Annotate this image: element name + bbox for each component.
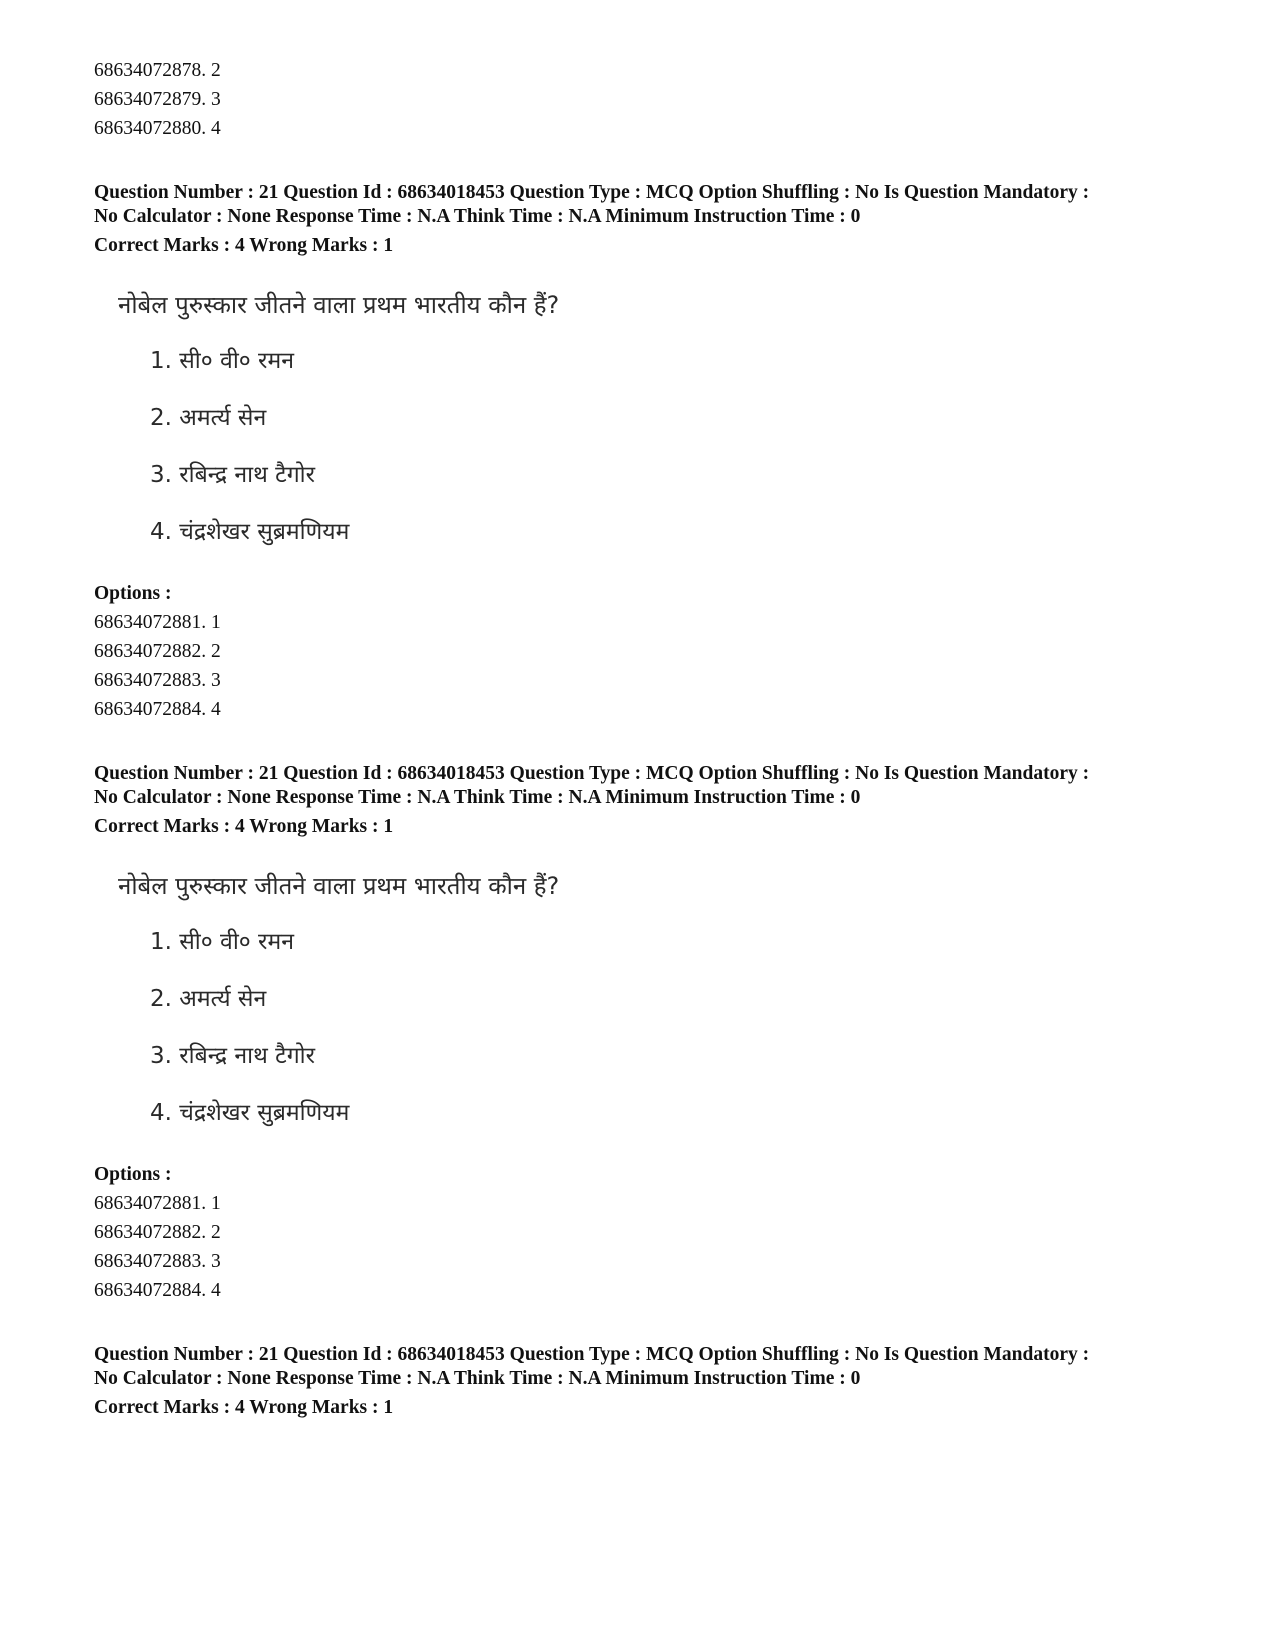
question-header-line2: No Calculator : None Response Time : N.A Think Time : N.A Minimum Instruction Time : 0 [94, 206, 861, 227]
choice-item: 4. चंद्रशेखर सुब्रमणियम [150, 519, 350, 545]
choice-item: 3. रबिन्द्र नाथ टैगोर [150, 1043, 316, 1069]
marks-line: Correct Marks : 4 Wrong Marks : 1 [94, 816, 394, 837]
question-text: नोबेल पुरुस्कार जीतने वाला प्रथम भारतीय कौन हैं? [118, 291, 560, 319]
option-line: 68634072883. 3 [94, 1251, 221, 1272]
choice-item: 1. सी० वी० रमन [150, 929, 294, 955]
question-header-line2: No Calculator : None Response Time : N.A Think Time : N.A Minimum Instruction Time : 0 [94, 1368, 861, 1389]
marks-line: Correct Marks : 4 Wrong Marks : 1 [94, 1397, 394, 1418]
question-text: नोबेल पुरुस्कार जीतने वाला प्रथम भारतीय कौन हैं? [118, 872, 560, 900]
question-header-line2: No Calculator : None Response Time : N.A Think Time : N.A Minimum Instruction Time : 0 [94, 787, 861, 808]
options-label: Options : [94, 1164, 172, 1185]
option-line: 68634072884. 4 [94, 1280, 221, 1301]
choice-item: 1. सी० वी० रमन [150, 348, 294, 374]
option-line: 68634072878. 2 [94, 60, 221, 81]
options-label: Options : [94, 583, 172, 604]
option-line: 68634072882. 2 [94, 1222, 221, 1243]
question-image [118, 289, 598, 559]
option-line: 68634072880. 4 [94, 118, 221, 139]
choice-item: 4. चंद्रशेखर सुब्रमणियम [150, 1100, 350, 1126]
option-line: 68634072884. 4 [94, 699, 221, 720]
question-header-line1: Question Number : 21 Question Id : 68634018453 Question Type : MCQ Option Shuffling : No Is Question Mandatory : [94, 763, 1090, 784]
question-image [118, 870, 598, 1140]
question-header-line1: Question Number : 21 Question Id : 68634018453 Question Type : MCQ Option Shuffling : No Is Question Mandatory : [94, 1344, 1090, 1365]
option-line: 68634072879. 3 [94, 89, 221, 110]
marks-line: Correct Marks : 4 Wrong Marks : 1 [94, 235, 394, 256]
choice-item: 3. रबिन्द्र नाथ टैगोर [150, 462, 316, 488]
choice-item: 2. अमर्त्य सेन [150, 405, 267, 431]
question-header-line1: Question Number : 21 Question Id : 68634018453 Question Type : MCQ Option Shuffling : No Is Question Mandatory : [94, 182, 1090, 203]
option-line: 68634072881. 1 [94, 612, 221, 633]
choice-item: 2. अमर्त्य सेन [150, 986, 267, 1012]
option-line: 68634072882. 2 [94, 641, 221, 662]
option-line: 68634072883. 3 [94, 670, 221, 691]
option-line: 68634072881. 1 [94, 1193, 221, 1214]
